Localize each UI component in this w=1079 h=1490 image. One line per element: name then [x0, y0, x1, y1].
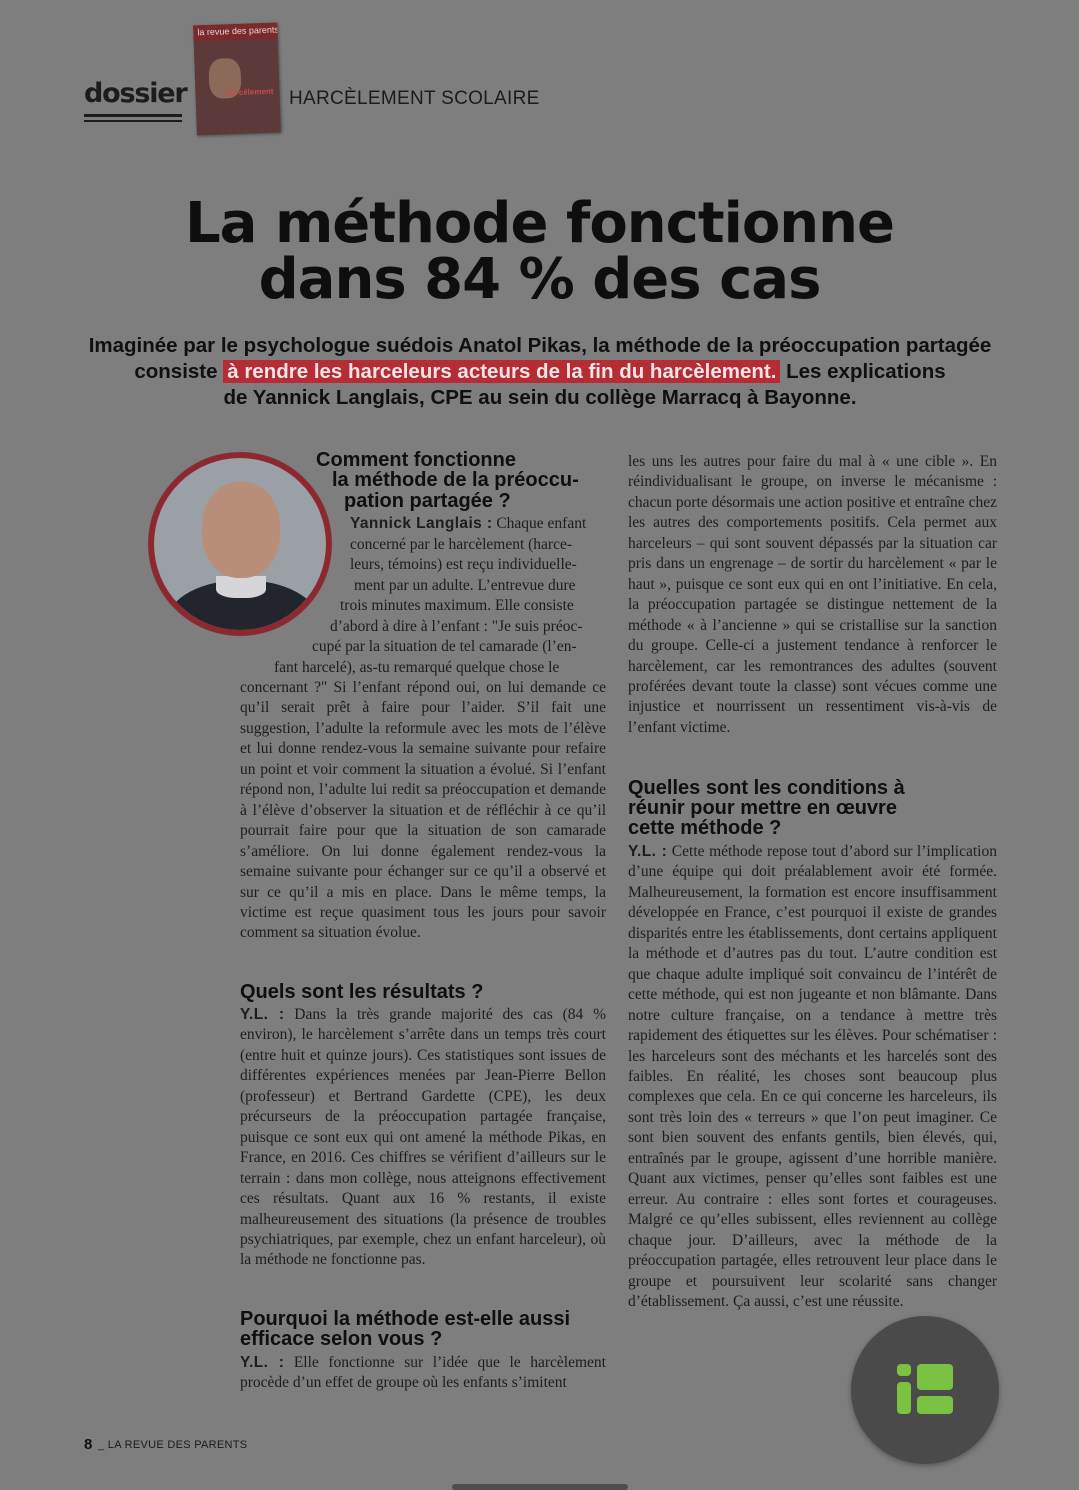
answer-1-line [350, 514, 606, 534]
answer-4-text: Cette méthode repose tout d’abord sur l’implication d’une équipe qui doit préalablement avoir été formée. Malheureusement, la formation est encore insuffisamment développée en France, c’est pourquoi il existe de grandes disparités entre les établissements, dont certains appliquent la méthode et d’autres pas du tout. L’autre condition est que chaque adulte impliqué soit convaincu de l’intérêt de cette méthode, qui est non jugeante et non blâmante. Dans notre culture française, on a tendance à mettre très rapidement des étiquettes sur les élèves. Pour schématiser : les harceleurs sont des méchants et les harcelés sont des faibles. En réalité, les choses sont beaucoup plus complexes que cela. En ce qui concerne les harceleurs, ils sont très loin des « terreurs » que l’on peut imaginer. Ce sont bien souvent des enfants gentils, bien élevés, qui, entraînés par le groupe, agissent d’une horrible manière. Quant aux victimes, penser qu’elles sont faibles est une erreur. Au contraire : elles sont fortes et courageuses. Malgré ce qu’elles subissent, elles reviennent au collège chaque jour. D’ailleurs, avec la méthode de la préoccupation partagée, elles retrouvent leur place dans le groupe et poursuivent leur scolarité sans changer d’établissement. Ça aussi, c’est une réussite. [628, 843, 997, 1310]
question-2: Quels sont les résultats ? [240, 981, 484, 1003]
section-label: dossier [84, 78, 187, 109]
answer-2 [240, 1005, 606, 1271]
portrait-photo [154, 458, 326, 630]
answer-3 [240, 1353, 606, 1394]
title-line-1: La méthode fonctionne [184, 191, 895, 256]
answer-1-line: fant harcelé), as-tu remarqué quelque chose le [274, 659, 560, 676]
lead-text: Les explications [786, 360, 946, 383]
answer-1-line: trois minutes maximum. Elle consiste [340, 597, 574, 614]
page-number: 8 [84, 1436, 93, 1453]
lead-highlight: à rendre les harceleurs acteurs de la fin du harcèlement. [223, 360, 780, 383]
column-2-continuation: les uns les autres pour faire du mal à « une cible ». En réindividualisant le groupe, on inverse le mécanisme : chacun porte désormais une action positive et entraîne chez les autres des comportements positifs. Cela permet aux harceleurs – qui sont souvent dépassés par la situation car pris dans un engrenage – de sortir du harcèlement « par le haut », puisque ce sont eux qui en ont l’initiative. En cela, la préoccupation partagée se distingue nettement de la méthode « à l’ancienne » qui se cristallise sur la sanction du groupe. Celle-ci a justement tendance à renforcer le harcèlement, car les remontrances des adultes (souvent proférées devant toute la classe) sont vécues comme une injustice et nourrissent un ressentiment vis-à-vis de l’enfant victime. [628, 453, 997, 736]
question-1-line-1: Comment fonctionne [316, 449, 516, 471]
title-line-2: dans 84 % des cas [258, 247, 821, 312]
table-of-contents-button[interactable] [851, 1316, 999, 1464]
portrait-collar [216, 576, 266, 598]
magazine-cover-thumbnail[interactable] [193, 23, 281, 136]
home-indicator[interactable] [452, 1484, 628, 1490]
answer-1-text: Chaque enfant [492, 515, 587, 532]
lead-text: consiste [134, 360, 218, 383]
section-rule [84, 120, 182, 122]
cover-magazine-name: la revue des parents [197, 24, 280, 38]
rubric-label: HARCÈLEMENT SCOLAIRE [289, 88, 540, 109]
speaker-initials: Y.L. : [628, 843, 668, 860]
lead-line-3: de Yannick Langlais, CPE au sein du collège Marracq à Bayonne. [223, 386, 857, 409]
answer-3-text: Elle fonctionne sur l’idée que le harcèlement procède d’un effet de groupe où les enfants s’imitent [240, 1354, 606, 1392]
portrait-head [202, 482, 280, 578]
speaker-initials: Y.L. : [240, 1006, 285, 1023]
answer-1-line: cupé par la situation de tel camarade (l’en- [312, 638, 577, 655]
article-lead [60, 333, 1020, 411]
lead-line-1: Imaginée par le psychologue suédois Anatol Pikas, la méthode de la préoccupation partagée [88, 334, 992, 357]
speaker-name: Yannick Langlais : [350, 515, 493, 532]
speaker-initials: Y.L. : [240, 1354, 285, 1371]
lead-line-2 [60, 359, 1020, 385]
answer-1-line: concerné par le harcèlement (harce- [350, 536, 573, 553]
answer-4 [628, 842, 997, 1312]
interviewee-portrait [148, 452, 332, 636]
question-1-line-3: pation partagée ? [344, 490, 511, 512]
question-4: Quelles sont les conditions à réunir pour mettre en œuvre cette méthode ? [628, 777, 905, 839]
answer-2-text: Dans la très grande majorité des cas (84 % environ), le harcèlement s’arrête dans un temps très court (entre huit et quinze jours). Ces statistiques sont issues de différentes expériences menées par Jean-Pierre Bellon (professeur) et Bertrand Gardette (CPE), les deux précurseurs de la préoccupation partagée française, puisque ce sont eux qui ont amené la méthode Pikas, en France, en 2016. Ces chiffres se vérifient d’ailleurs sur le terrain : dans mon collège, nous atteignons effectivement ces résultats. Quant aux 16 % restants, il existe malheureusement des situations (la présence de troubles psychiatriques, par exemple, chez un enfant harceleur), où la méthode ne fonctionne pas. [240, 1006, 606, 1269]
publication-name: _ LA REVUE DES PARENTS [98, 1439, 248, 1451]
question-1-line-2: la méthode de la préoccu- [332, 469, 579, 491]
answer-1-line: d’abord à dire à l’enfant : "Je suis préoc- [330, 618, 583, 635]
article-title [0, 191, 1079, 312]
answer-1-line: ment par un adulte. L’entrevue dure [354, 577, 576, 594]
answer-1-body: concernant ?" Si l’enfant répond oui, on lui demande ce qu’il serait prêt à faire pour l’aider. S’il fait une suggestion, l’adulte la reformule avec les mots de l’élève et lui donne rendez-vous la semaine suivante pour refaire un point et voir comment la situation a évolué. Si l’enfant répond non, l’adulte lui redit sa préoccupation et demande à l’élève d’observer la situation et de réfléchir à ce qu’il pourrait faire pour que la situation de son camarade s’améliore. On lui donne également rendez-vous la semaine suivante pour échanger sur ce qu’il a observé et sur ce qu’il a mis en place. Dans le même temps, la victime est reçue quasiment tous les jours pour savoir comment sa situation évolue. [240, 679, 606, 942]
section-rule [84, 114, 182, 117]
answer-1-line: leurs, témoins) est reçu individuelle- [350, 556, 577, 573]
question-3: Pourquoi la méthode est-elle aussi efficace selon vous ? [240, 1308, 571, 1350]
cover-headline: Harcèlement [225, 86, 274, 98]
